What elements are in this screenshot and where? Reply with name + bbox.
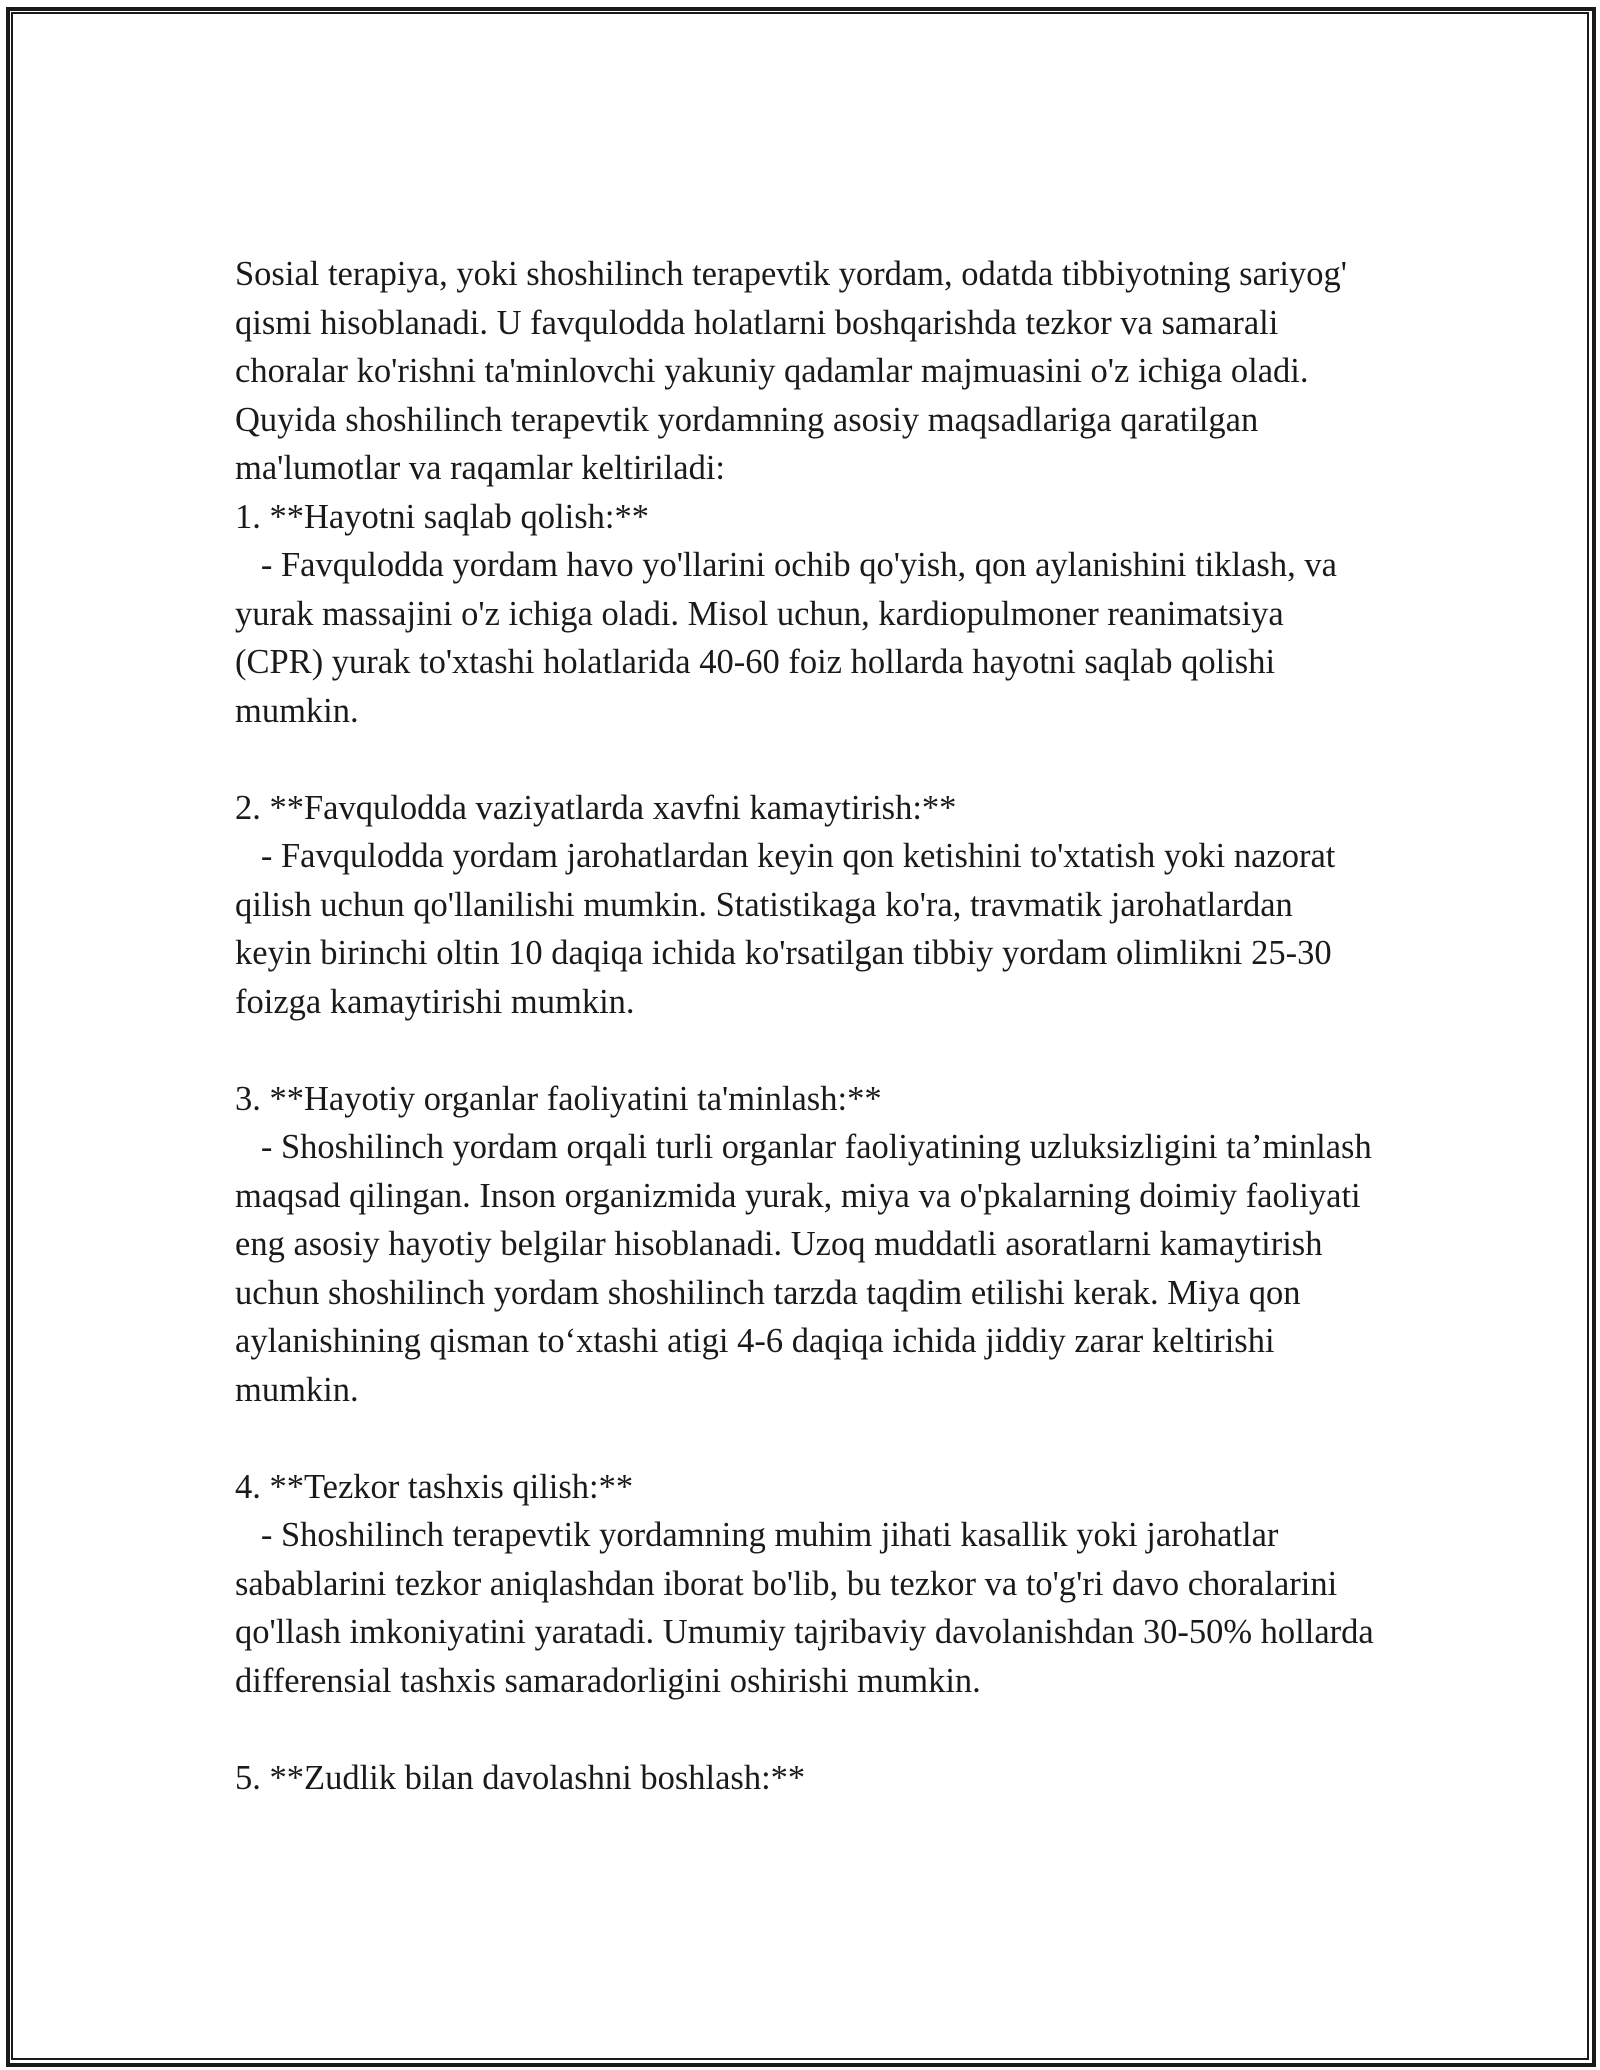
section-heading: 2. **Favqulodda vaziyatlarda xavfni kamaytirish:**	[235, 788, 957, 827]
section-heading: 5. **Zudlik bilan davolashni boshlash:**	[235, 1758, 806, 1797]
section-4	[235, 1463, 1383, 1706]
section-body: - Favqulodda yordam jarohatlardan keyin qon ketishini to'xtatish yoki nazorat qilish uchun qo'llanilishi mumkin. Statistikaga ko'ra, travmatik jarohatlardan keyin birinchi oltin 10 daqiqa ichida ko'rsatilgan tibbiy yordam olimlikni 25-30 foizga kamaytirishi mumkin.	[235, 837, 1345, 1021]
section-3	[235, 1075, 1381, 1415]
section-heading: 4. **Tezkor tashxis qilish:**	[235, 1467, 634, 1506]
intro-paragraph: Sosial terapiya, yoki shoshilinch terapevtik yordam, odatda tibbiyotning sariyog' qismi hisoblanadi. U favqulodda holatlarni boshqarishda tezkor va samarali choralar ko'rishni ta'minlovchi yakuniy qadamlar majmuasini o'z ichiga oladi. Quyida shoshilinch terapevtik yordamning asosiy maqsadlariga qaratilgan ma'lumotlar va raqamlar keltiriladi:	[235, 255, 1347, 487]
section-heading: 1. **Hayotni saqlab qolish:**	[235, 497, 649, 536]
section-body: - Shoshilinch terapevtik yordamning muhim jihati kasallik yoki jarohatlar sabablarini tezkor aniqlashdan iborat bo'lib, bu tezkor va to'g'ri davo choralarini qo'llash imkoniyatini yaratadi. Umumiy tajribaviy davolanishdan 30-50% hollarda differensial tashxis samaradorligini oshirishi mumkin.	[235, 1516, 1383, 1700]
section-1	[235, 493, 1375, 736]
document-body	[235, 250, 1383, 1802]
section-heading: 3. **Hayotiy organlar faoliyatini ta'minlash:**	[235, 1079, 882, 1118]
section-body: - Shoshilinch yordam orqali turli organlar faoliyatining uzluksizligini ta’minlash maqsad qilingan. Inson organizmida yurak, miya va o'pkalarning doimiy faoliyati eng asosiy hayotiy belgilar hisoblanadi. Uzoq muddatli asoratlarni kamaytirish uchun shoshilinch yordam shoshilinch tarzda taqdim etilishi kerak. Miya qon aylanishining qisman to‘xtashi atigi 4-6 daqiqa ichida jiddiy zarar keltirishi mumkin.	[235, 1128, 1381, 1409]
section-5	[235, 1754, 1375, 1803]
section-body: - Favqulodda yordam havo yo'llarini ochib qo'yish, qon aylanishini tiklash, va yurak massajini o'z ichiga oladi. Misol uchun, kardiopulmoner reanimatsiya (CPR) yurak to'xtashi holatlarida 40-60 foiz hollarda hayotni saqlab qolishi mumkin.	[235, 546, 1346, 730]
section-2	[235, 784, 1375, 1027]
